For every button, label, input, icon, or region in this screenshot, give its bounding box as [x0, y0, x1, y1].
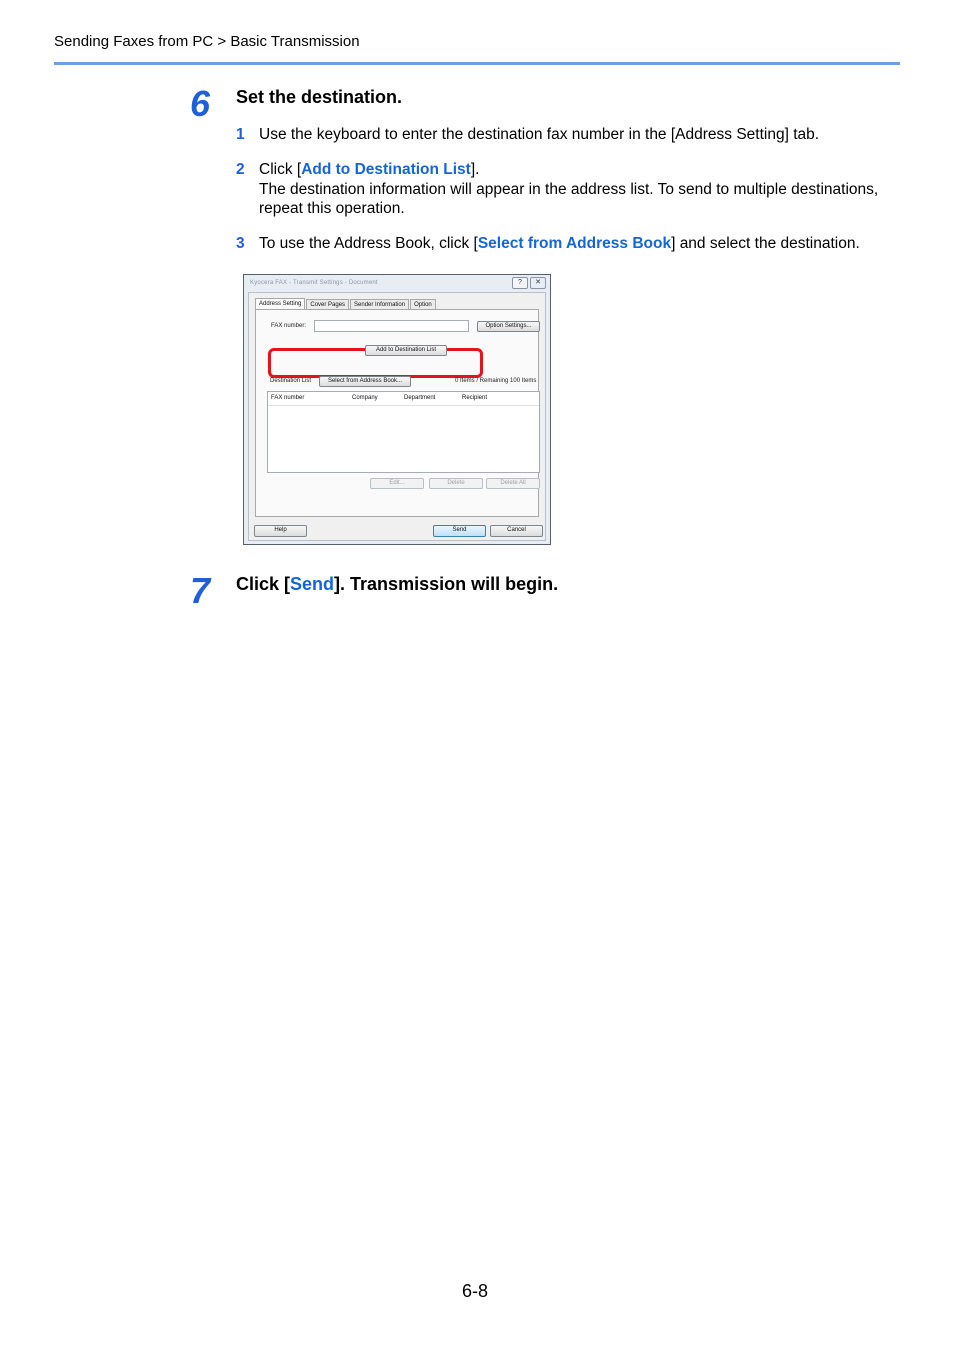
page-number: 6-8 [462, 1281, 489, 1301]
substep-3-text [259, 234, 909, 254]
delete-button[interactable]: Delete [429, 478, 483, 489]
substep-3-number: 3 [236, 235, 245, 252]
add-to-destination-link: Add to Destination List [301, 161, 471, 178]
destination-count: 0 Items / Remaining 100 Items [455, 378, 537, 384]
column-recipient[interactable]: Recipient [462, 395, 488, 401]
dialog-body [248, 292, 546, 541]
fax-transmit-dialog [243, 274, 551, 545]
fax-number-label: FAX number: [271, 323, 307, 329]
select-address-book-link: Select from Address Book [477, 235, 672, 252]
substep-1-text: Use the keyboard to enter the destination fax number in the [Address Setting] tab. [259, 126, 820, 143]
substep-2 [236, 160, 906, 220]
tab-cover-pages[interactable]: Cover Pages [306, 299, 349, 311]
send-button[interactable]: Send [433, 525, 486, 537]
destination-list-label: Destination List [270, 378, 312, 384]
cancel-button[interactable]: Cancel [490, 525, 543, 537]
step-7-pre: Click [ [236, 574, 291, 594]
step-6-title: Set the destination. [236, 87, 403, 107]
step-7-post: ]. Transmission will begin. [334, 574, 559, 594]
option-settings-button[interactable]: Option Settings... [477, 321, 540, 332]
address-setting-panel [255, 309, 539, 517]
substep-2-number: 2 [236, 161, 245, 178]
step-number-6: 6 [190, 83, 211, 124]
substep-3-post: ] and select the destination. [671, 235, 860, 252]
dialog-title: Kyocera FAX - Transmit Settings - Document [250, 280, 378, 286]
substep-2-text [259, 160, 909, 219]
column-department[interactable]: Department [404, 395, 436, 401]
step-7-title [236, 574, 558, 595]
send-link: Send [290, 574, 335, 594]
substep-2-post: ]. [470, 161, 480, 178]
tab-address-setting[interactable]: Address Setting [255, 298, 305, 311]
substep-3-pre: To use the Address Book, click [ [259, 235, 478, 252]
breadcrumb: Sending Faxes from PC > Basic Transmission [54, 33, 360, 50]
tab-sender-information[interactable]: Sender Information [350, 299, 409, 311]
column-company[interactable]: Company [352, 395, 378, 401]
select-from-address-book-button[interactable]: Select from Address Book... [319, 376, 411, 387]
delete-all-button[interactable]: Delete All [486, 478, 540, 489]
substep-1-number: 1 [236, 126, 245, 143]
close-icon[interactable]: ✕ [530, 277, 546, 289]
edit-button[interactable]: Edit... [370, 478, 424, 489]
step-number-7: 7 [190, 570, 211, 611]
help-icon[interactable]: ? [512, 277, 528, 289]
substep-2-detail: The destination information will appear in the address list. To send to multiple destinations, repeat this operation. [259, 180, 879, 217]
dialog-controls [512, 277, 546, 289]
tab-option[interactable]: Option [410, 299, 436, 311]
fax-number-input[interactable] [314, 320, 469, 332]
substep-2-pre: Click [ [259, 161, 302, 178]
help-button[interactable]: Help [254, 525, 307, 537]
add-to-destination-button[interactable]: Add to Destination List [365, 345, 447, 356]
header-divider [54, 62, 900, 65]
destination-list[interactable] [267, 391, 540, 473]
destination-list-header [268, 392, 539, 406]
column-fax-number[interactable]: FAX number [271, 395, 305, 401]
